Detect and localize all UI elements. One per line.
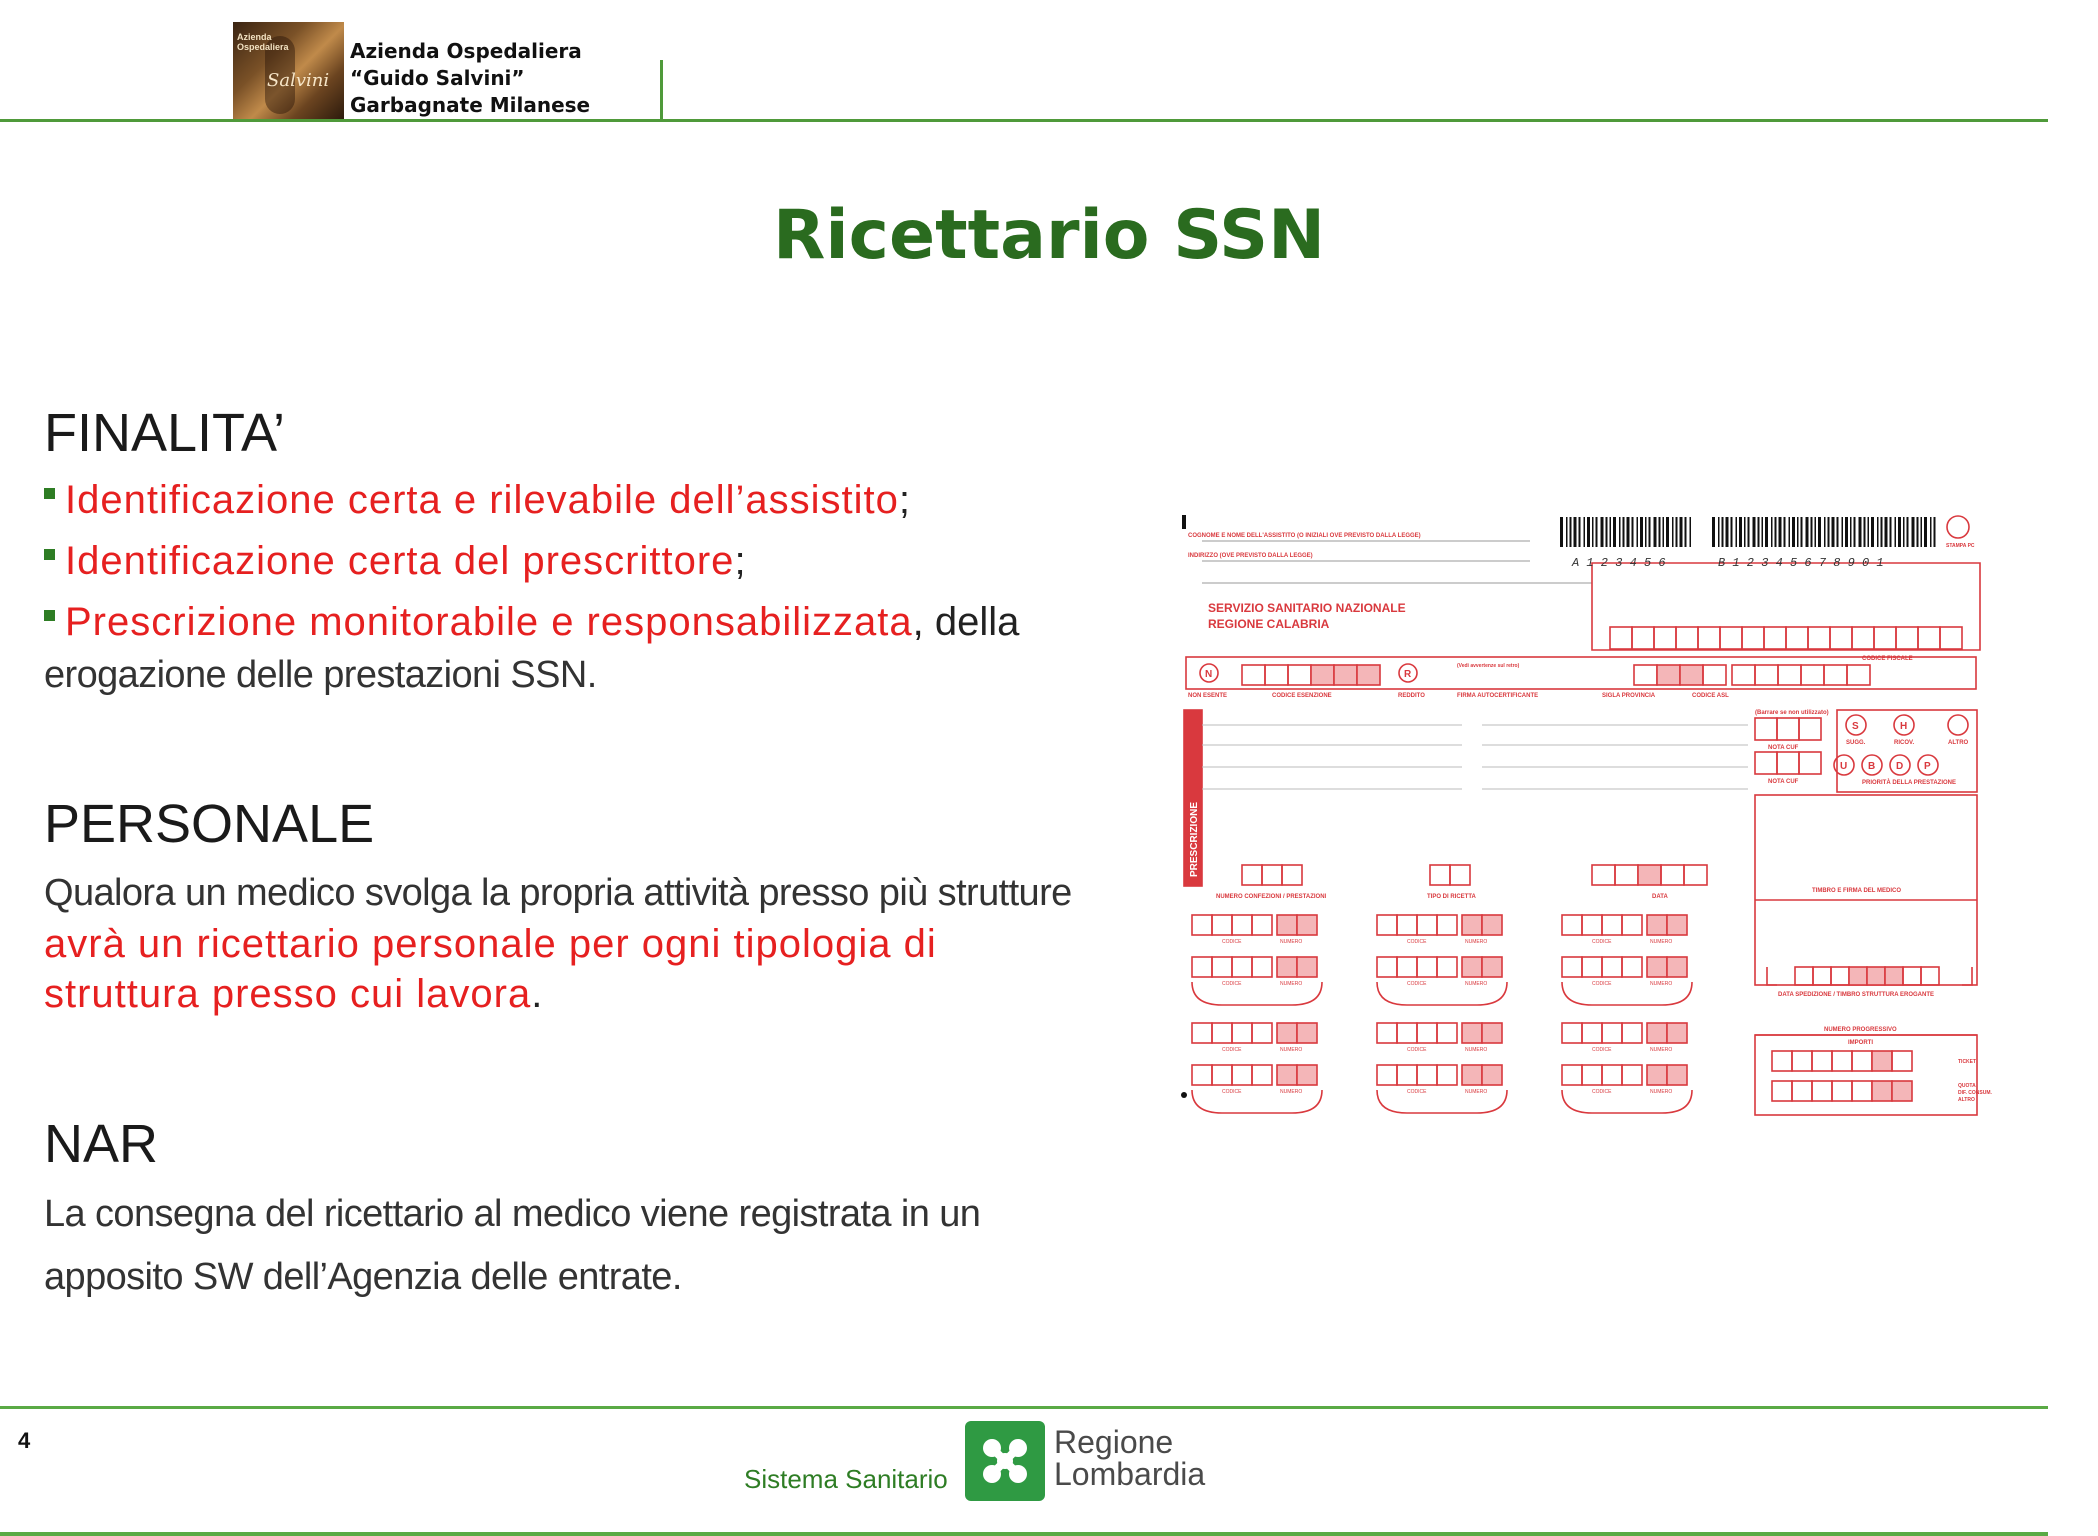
numero-label: NUMERO xyxy=(1650,981,1673,987)
barcode-bar xyxy=(1640,517,1643,547)
reddito-label: REDDITO xyxy=(1398,693,1425,699)
barcode-bar xyxy=(1924,517,1927,547)
firma-label: FIRMA AUTOCERTIFICANTE xyxy=(1457,693,1539,699)
tipo-ricetta-label: TIPO DI RICETTA xyxy=(1427,894,1476,900)
priority-letter: P xyxy=(1924,761,1931,772)
page-number: 4 xyxy=(18,1428,31,1453)
barcode-bar xyxy=(1731,517,1733,547)
barcode-bar xyxy=(1885,517,1888,547)
confezioni-label: NUMERO CONFEZIONI / PRESTAZIONI xyxy=(1216,894,1327,900)
prescrizione-label: PRESCRIZIONE xyxy=(1189,801,1200,877)
sugg-label: SUGG. xyxy=(1846,740,1866,746)
barcode-bar xyxy=(1680,517,1683,547)
form-box xyxy=(1680,665,1703,685)
codice-label: CODICE xyxy=(1407,1089,1427,1095)
barcode-bar xyxy=(1613,517,1616,547)
barcode-bar xyxy=(1712,517,1715,547)
ricov-label: RICOV. xyxy=(1894,740,1915,746)
codice-label: CODICE xyxy=(1592,1089,1612,1095)
finalita-bullet-2: Identificazione certa del prescrittore; xyxy=(44,539,746,584)
stampa-label: STAMPA PC xyxy=(1946,543,1975,549)
barcode-bar xyxy=(1744,517,1746,547)
barcode-2-number: B 1 2 3 4 5 6 7 8 9 0 1 xyxy=(1718,556,1884,570)
barcode-bar xyxy=(1934,517,1936,547)
barcode-bar xyxy=(1753,517,1756,547)
finalita-heading: FINALITA’ xyxy=(44,403,286,463)
numero-label: NUMERO xyxy=(1280,981,1303,987)
data-label: DATA xyxy=(1652,894,1668,900)
barcode-bar xyxy=(1610,517,1612,547)
barcode-bar xyxy=(1832,517,1835,547)
form-box xyxy=(1647,957,1667,977)
form-box xyxy=(1667,1065,1687,1085)
barcode-bar xyxy=(1824,517,1826,547)
avvertenze-label: (Vedi avvertenze sul retro) xyxy=(1457,663,1520,669)
form-box xyxy=(1277,915,1297,935)
form-box xyxy=(1667,957,1687,977)
hospital-logo xyxy=(233,22,344,119)
form-box xyxy=(1277,1065,1297,1085)
quota-label-3: ALTRO xyxy=(1958,1097,1975,1103)
form-box xyxy=(1277,957,1297,977)
priority-letter: D xyxy=(1896,761,1904,772)
barcode-bar xyxy=(1676,517,1678,547)
sistema-sanitario-text: Sistema Sanitario xyxy=(744,1464,948,1494)
barcode-bar xyxy=(1845,517,1848,547)
barcode-bar xyxy=(1685,517,1687,547)
barcode-bar xyxy=(1917,517,1919,547)
barcode-bar xyxy=(1736,517,1738,547)
numero-label: NUMERO xyxy=(1280,939,1303,945)
form-box xyxy=(1482,957,1502,977)
numero-label: NUMERO xyxy=(1465,981,1488,987)
form-box xyxy=(1667,1023,1687,1043)
form-box xyxy=(1482,1065,1502,1085)
barcode-bar xyxy=(1758,517,1760,547)
prescription-form-image xyxy=(1172,505,1992,1125)
barcode-bar xyxy=(1907,517,1909,547)
importi-label: IMPORTI xyxy=(1848,1040,1873,1046)
barcode-bar xyxy=(1637,517,1639,547)
barcode-bar xyxy=(1871,517,1874,547)
nar-line-2: apposito SW dell’Agenzia delle entrate. xyxy=(44,1256,682,1298)
nar-heading: NAR xyxy=(44,1114,159,1174)
barcode-bar xyxy=(1801,517,1803,547)
personale-line-2: avrà un ricettario personale per ogni tipologia di xyxy=(44,922,937,966)
barcode-bar xyxy=(1596,517,1598,547)
priority-letter: B xyxy=(1868,761,1876,772)
form-box xyxy=(1462,957,1482,977)
barcode-bar xyxy=(1623,517,1625,547)
barcode-bar xyxy=(1828,517,1830,547)
r-mark: R xyxy=(1404,669,1412,680)
barcode-bar xyxy=(1877,517,1879,547)
barcode-bar xyxy=(1806,517,1809,547)
altro-label: ALTRO xyxy=(1948,740,1969,746)
barcode-bar xyxy=(1784,517,1786,547)
form-box xyxy=(1892,1081,1912,1101)
barcode-bar xyxy=(1775,517,1777,547)
barcode-bar xyxy=(1690,517,1692,547)
barcode-bar xyxy=(1765,517,1768,547)
form-box xyxy=(1297,957,1317,977)
cf-label: CODICE FISCALE xyxy=(1862,656,1913,662)
barcode-bar xyxy=(1797,517,1799,547)
barcode-bar xyxy=(1632,517,1634,547)
codice-label: CODICE xyxy=(1407,981,1427,987)
finalita-bullet-3: Prescrizione monitorabile e responsabilizzata, della xyxy=(44,600,1019,645)
barcode-bar xyxy=(1864,517,1866,547)
barcode-bar xyxy=(1895,517,1897,547)
numero-label: NUMERO xyxy=(1465,939,1488,945)
numero-label: NUMERO xyxy=(1650,1089,1673,1095)
numero-label: NUMERO xyxy=(1650,939,1673,945)
barcode-bar xyxy=(1912,517,1915,547)
barcode-bar xyxy=(1659,517,1661,547)
barcode-bar xyxy=(1592,517,1594,547)
form-box xyxy=(1462,1065,1482,1085)
barcode-bar xyxy=(1726,517,1729,547)
service-line-2: REGIONE CALABRIA xyxy=(1208,617,1330,631)
service-line-1: SERVIZIO SANITARIO NAZIONALE xyxy=(1208,601,1406,615)
form-box xyxy=(1357,665,1380,685)
logo-signature: Salvini xyxy=(267,70,330,91)
form-box xyxy=(1647,915,1667,935)
barcode-bar xyxy=(1815,517,1817,547)
barcode-bar xyxy=(1762,517,1764,547)
barcode-bar xyxy=(1837,517,1839,547)
barcode-bar xyxy=(1645,517,1647,547)
quota-label-1: QUOTA xyxy=(1958,1083,1976,1089)
barrare-label: (Barrare se non utilizzato) xyxy=(1755,710,1829,716)
barcode-bar xyxy=(1560,517,1563,547)
barcode-bar xyxy=(1881,517,1883,547)
barcode-bar xyxy=(1898,517,1901,547)
form-box xyxy=(1297,1023,1317,1043)
cognome-label: COGNOME E NOME DELL'ASSISTITO (O INIZIALI OVE PREVISTO DALLA LEGGE) xyxy=(1188,533,1421,539)
quota-label-2: DIF. CONSUM. xyxy=(1958,1090,1992,1096)
barcode-bar xyxy=(1868,517,1870,547)
codice-label: CODICE xyxy=(1592,939,1612,945)
barcode-bar xyxy=(1570,517,1572,547)
codice-label: CODICE xyxy=(1222,939,1242,945)
form-box xyxy=(1638,865,1661,885)
barcode-bar xyxy=(1771,517,1773,547)
ticket-label: TICKET xyxy=(1958,1059,1977,1065)
non-esente-label: NON ESENTE xyxy=(1188,693,1228,699)
barcode-bar xyxy=(1606,517,1608,547)
codice-label: CODICE xyxy=(1407,1047,1427,1053)
personale-line-3: struttura presso cui lavora. xyxy=(44,972,543,1016)
barcode-bar xyxy=(1649,517,1651,547)
form-box xyxy=(1462,1023,1482,1043)
codice-label: CODICE xyxy=(1222,981,1242,987)
form-box xyxy=(1482,1023,1502,1043)
form-box xyxy=(1334,665,1357,685)
barcode-bar xyxy=(1890,517,1892,547)
form-box xyxy=(1297,1065,1317,1085)
nota-cuf-label-2: NOTA CUF xyxy=(1768,779,1799,785)
barcode-bar xyxy=(1574,517,1577,547)
barcode-bar xyxy=(1619,517,1621,547)
barcode-bar xyxy=(1654,517,1657,547)
barcode-bar xyxy=(1792,517,1795,547)
barcode-bar xyxy=(1789,517,1791,547)
header-rule xyxy=(0,119,2048,122)
regione-lombardia-logo-icon xyxy=(965,1421,1045,1501)
numero-label: NUMERO xyxy=(1650,1047,1673,1053)
barcode-bar xyxy=(1903,517,1905,547)
footer-rule xyxy=(0,1406,2048,1409)
hospital-name: Azienda Ospedaliera “Guido Salvini” Garbagnate Milanese xyxy=(350,39,591,117)
barcode-bar xyxy=(1579,517,1581,547)
barcode-bar xyxy=(1779,517,1782,547)
numero-label: NUMERO xyxy=(1465,1047,1488,1053)
numero-label: NUMERO xyxy=(1280,1089,1303,1095)
asl-label: CODICE ASL xyxy=(1692,693,1729,699)
priority-letter: S xyxy=(1852,721,1859,732)
nar-line-1: La consegna del ricettario al medico viene registrata in un xyxy=(44,1193,981,1235)
regione-lombardia-text: Regione Lombardia xyxy=(1054,1424,1206,1492)
barcode-bar xyxy=(1930,517,1932,547)
barcode-bar xyxy=(1587,517,1590,547)
n-mark: N xyxy=(1205,669,1213,680)
header-divider xyxy=(660,60,663,120)
logo-caption: Azienda Ospedaliera xyxy=(237,32,289,52)
priority-letter: U xyxy=(1840,761,1848,772)
form-box xyxy=(1867,967,1885,985)
personale-heading: PERSONALE xyxy=(44,794,375,854)
barcode-bar xyxy=(1854,517,1856,547)
form-box xyxy=(1647,1065,1667,1085)
form-box xyxy=(1462,915,1482,935)
esenzione-label: CODICE ESENZIONE xyxy=(1272,693,1332,699)
barcode-bar xyxy=(1672,517,1674,547)
bullet-square-icon xyxy=(44,610,55,621)
form-box xyxy=(1849,967,1867,985)
barcode-bar xyxy=(1739,517,1742,547)
barcode-bar xyxy=(1811,517,1813,547)
bullet-square-icon xyxy=(44,549,55,560)
form-box xyxy=(1872,1081,1892,1101)
spedizione-label: DATA SPEDIZIONE / TIMBRO STRUTTURA EROGANTE xyxy=(1778,992,1934,998)
progressivo-label: NUMERO PROGRESSIVO xyxy=(1824,1027,1897,1033)
indirizzo-label: INDIRIZZO (OVE PREVISTO DALLA LEGGE) xyxy=(1188,553,1313,559)
bottom-rule xyxy=(0,1532,2048,1536)
priority-letter: H xyxy=(1900,721,1908,732)
barcode-bar xyxy=(1584,517,1586,547)
codice-label: CODICE xyxy=(1222,1047,1242,1053)
form-box xyxy=(1482,915,1502,935)
form-box xyxy=(1872,1051,1892,1071)
form-box xyxy=(1647,1023,1667,1043)
barcode-bar xyxy=(1722,517,1724,547)
barcode-bar xyxy=(1818,517,1821,547)
finalita-bullet-1: Identificazione certa e rilevabile dell’assistito; xyxy=(44,478,910,523)
codice-label: CODICE xyxy=(1222,1089,1242,1095)
barcode-bar xyxy=(1748,517,1750,547)
barcode-bar xyxy=(1859,517,1862,547)
form-box xyxy=(1277,1023,1297,1043)
form-box xyxy=(1297,915,1317,935)
timbro-label: TIMBRO E FIRMA DEL MEDICO xyxy=(1812,888,1901,894)
barcode-bar xyxy=(1718,517,1720,547)
form-box xyxy=(1667,915,1687,935)
priorita-label: PRIORITÀ DELLA PRESTAZIONE xyxy=(1862,780,1957,786)
barcode-bar xyxy=(1850,517,1852,547)
finalita-continuation: erogazione delle prestazioni SSN. xyxy=(44,654,597,696)
form-box xyxy=(1657,665,1680,685)
barcode-bar xyxy=(1842,517,1844,547)
provincia-label: SIGLA PROVINCIA xyxy=(1602,693,1656,699)
barcode-bar xyxy=(1566,517,1568,547)
barcode-bar xyxy=(1627,517,1630,547)
barcode-bar xyxy=(1663,517,1665,547)
numero-label: NUMERO xyxy=(1280,1047,1303,1053)
codice-label: CODICE xyxy=(1592,1047,1612,1053)
codice-label: CODICE xyxy=(1592,981,1612,987)
form-box xyxy=(1885,967,1903,985)
form-box xyxy=(1311,665,1334,685)
nota-cuf-label-1: NOTA CUF xyxy=(1768,745,1799,751)
numero-label: NUMERO xyxy=(1465,1089,1488,1095)
codice-label: CODICE xyxy=(1407,939,1427,945)
barcode-bar xyxy=(1601,517,1604,547)
barcode-bar xyxy=(1921,517,1923,547)
bullet-square-icon xyxy=(44,488,55,499)
slide-title: Ricettario SSN xyxy=(772,196,1326,275)
personale-line-1: Qualora un medico svolga la propria attività presso più strutture xyxy=(44,872,1072,914)
barcode-bar xyxy=(1666,517,1669,547)
barcode-1-number: A 1 2 3 4 5 6 xyxy=(1572,556,1666,570)
